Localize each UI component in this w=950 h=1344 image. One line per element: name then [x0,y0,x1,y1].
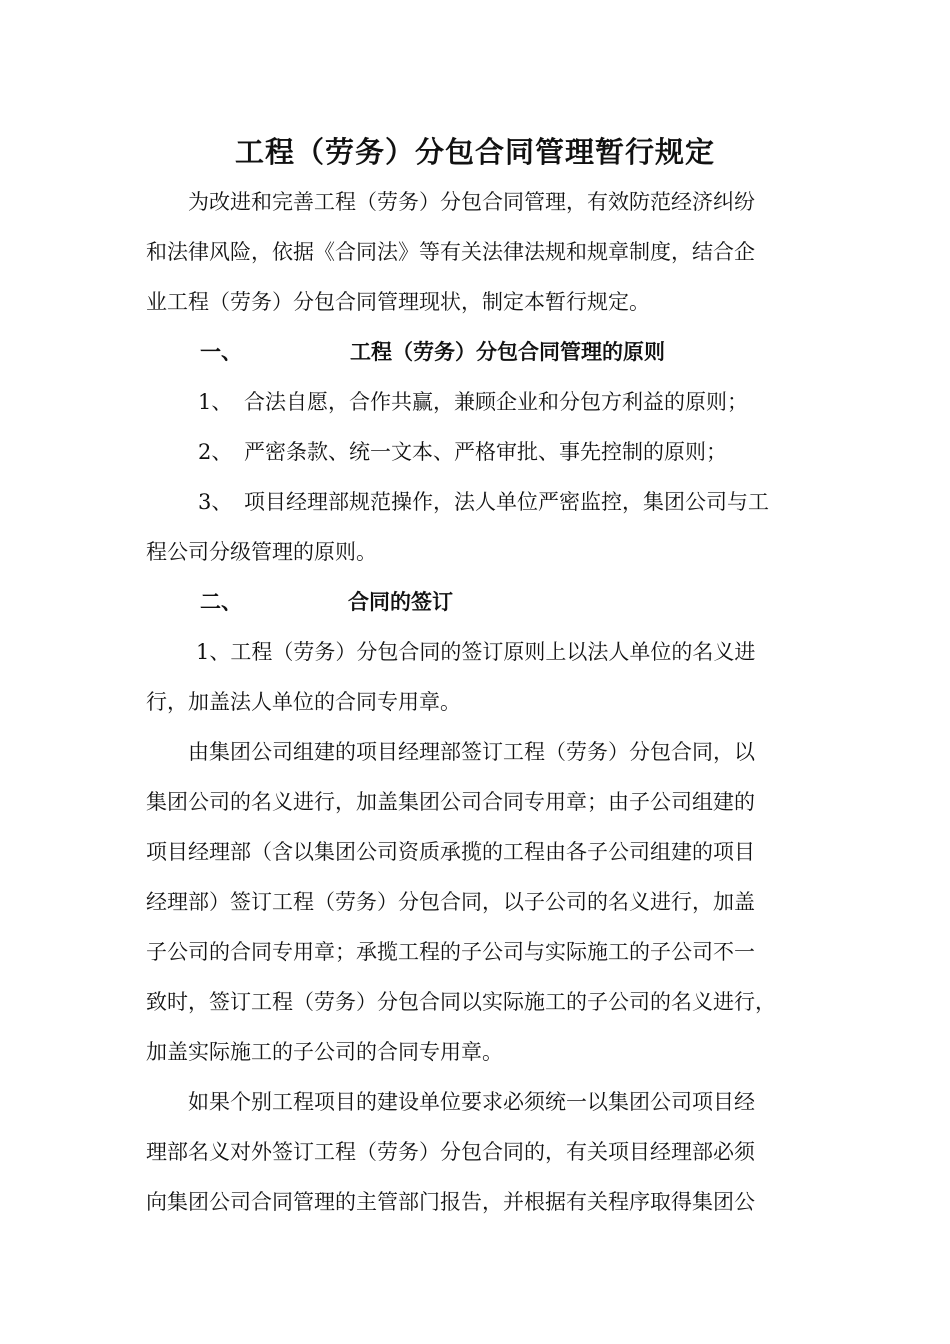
section1-item1-text: 合法自愿，合作共赢，兼顾企业和分包方利益的原则； [244,390,748,414]
intro-line-2: 和法律风险，依据《合同法》等有关法律法规和规章制度，结合企 [146,240,755,264]
section1-number: 一、 [200,339,242,364]
intro-line-1: 为改进和完善工程（劳务）分包合同管理，有效防范经济纠纷 [188,190,755,214]
section1-item1-number: 1、 [198,390,233,414]
section2-para2-line-1: 由集团公司组建的项目经理部签订工程（劳务）分包合同，以 [188,740,755,764]
section2-para3-line-2: 理部名义对外签订工程（劳务）分包合同的，有关项目经理部必须 [146,1140,755,1164]
section2-para2-line-4: 经理部）签订工程（劳务）分包合同，以子公司的名义进行，加盖 [146,890,755,914]
section1-item2-number: 2、 [198,440,233,464]
section2-para2-line-7: 加盖实际施工的子公司的合同专用章。 [146,1040,503,1064]
section2-para2-line-6: 致时，签订工程（劳务）分包合同以实际施工的子公司的名义进行， [146,990,776,1014]
section2-para2-line-5: 子公司的合同专用章；承揽工程的子公司与实际施工的子公司不一 [146,940,755,964]
intro-line-3: 业工程（劳务）分包合同管理现状，制定本暂行规定。 [146,290,650,314]
section2-para1-line-2: 行，加盖法人单位的合同专用章。 [146,690,461,714]
section2-number: 二、 [200,589,242,614]
section2-para2-line-2: 集团公司的名义进行，加盖集团公司合同专用章；由子公司组建的 [146,790,755,814]
document-title: 工程（劳务）分包合同管理暂行规定 [234,135,715,169]
section2-heading: 合同的签订 [348,589,453,614]
section1-item3-text: 项目经理部规范操作，法人单位严密监控，集团公司与工 [244,490,769,514]
section2-para3-line-3: 向集团公司合同管理的主管部门报告，并根据有关程序取得集团公 [146,1190,755,1214]
section1-heading: 工程（劳务）分包合同管理的原则 [350,339,665,364]
section2-para3-line-1: 如果个别工程项目的建设单位要求必须统一以集团公司项目经 [188,1090,755,1114]
section1-item2-text: 严密条款、统一文本、严格审批、事先控制的原则； [244,440,727,464]
section1-item3-number: 3、 [198,490,233,514]
section1-item3-continuation: 程公司分级管理的原则。 [146,540,377,564]
section2-para1-line-1: 1、工程（劳务）分包合同的签订原则上以法人单位的名义进 [196,640,756,664]
section2-para2-line-3: 项目经理部（含以集团公司资质承揽的工程由各子公司组建的项目 [146,840,755,864]
